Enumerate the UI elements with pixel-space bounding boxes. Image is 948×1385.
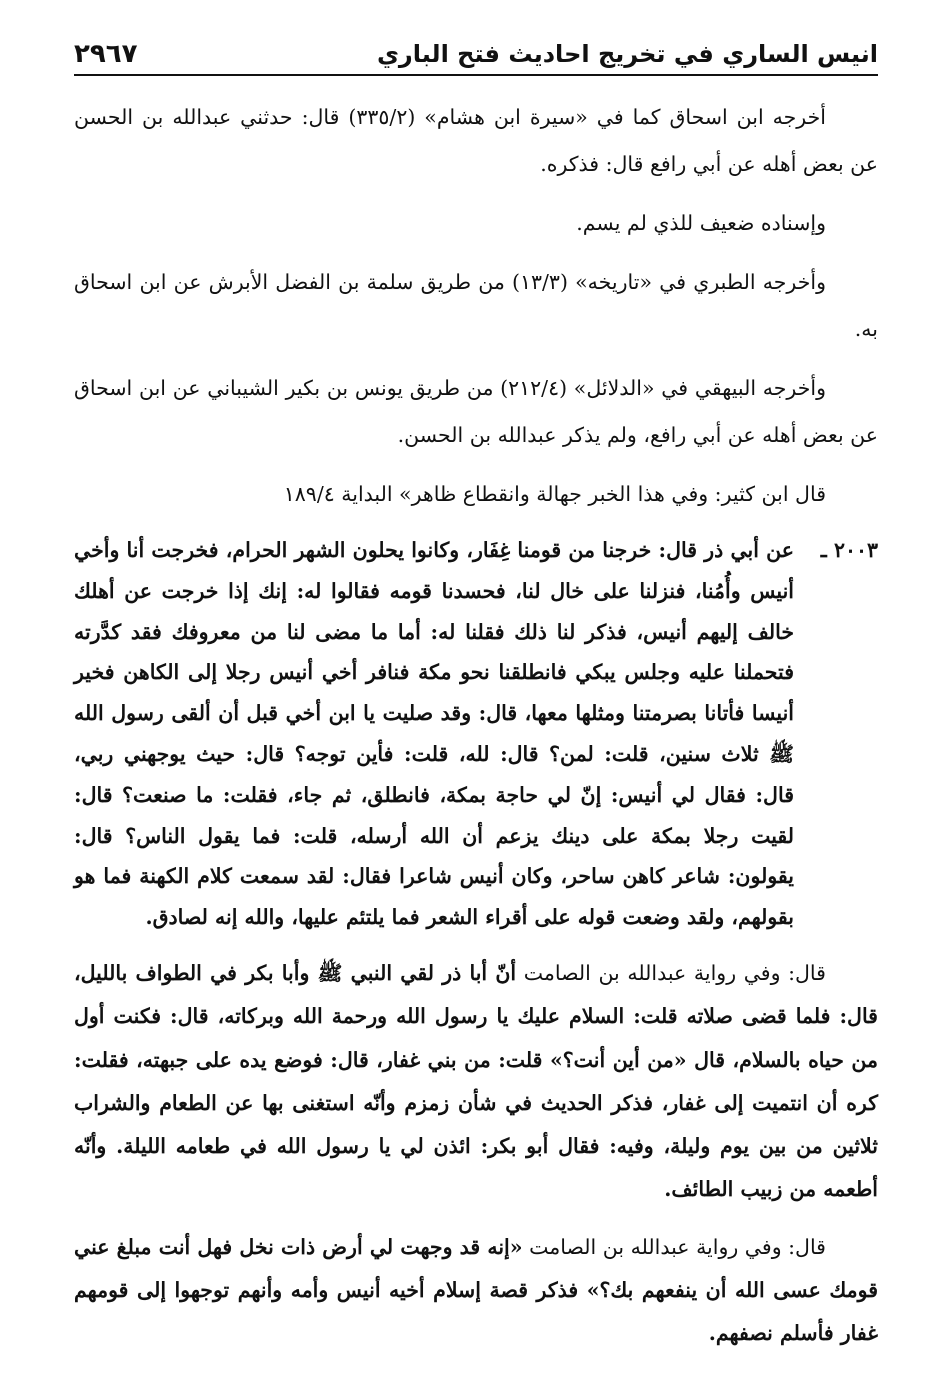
running-header <box>74 28 878 76</box>
book-title: انيس الساري في تخريج احاديث فتح الباري <box>376 40 878 68</box>
paragraph-ibn-kathir <box>74 471 878 518</box>
riwaya-paragraph-2 <box>74 1226 878 1356</box>
hadith-2003 <box>74 530 878 938</box>
paragraph-text: وأخرجه الطبري في «تاريخه» (١٣/٣) من طريق سلمة بن الفضل الأبرش عن ابن اسحاق به. <box>74 270 878 341</box>
riwaya-text: «إنه قد وجهت لي أرض ذات نخل فهل أنت مبلغ عني قومك عسى الله أن ينفعهم بك؟» فذكر قصة إسلام أخيه أنيس وأمه وأنهم توجهوا إلى قومهم غفار فأسلم نصفهم. <box>74 1234 878 1346</box>
paragraph-text: وأخرجه البيهقي في «الدلائل» (٢١٢/٤) من طريق يونس بن بكير الشيباني عن ابن اسحاق عن بعض أهله عن أبي رافع، ولم يذكر عبدالله بن الحسن. <box>74 376 878 447</box>
paragraph-text: أخرجه ابن اسحاق كما في «سيرة ابن هشام» (٣٣٥/٢) قال: حدثني عبدالله بن الحسن عن بعض أهله عن أبي رافع قال: فذكره. <box>74 105 878 176</box>
riwaya-lead: قال: وفي رواية عبدالله بن الصامت <box>523 960 826 985</box>
riwaya-text: أنّ أبا ذر لقي النبي ﷺ وأبا بكر في الطواف بالليل، قال: فلما قضى صلاته قلت: السلام عليك يا رسول الله ورحمة الله وبركاته، قال: فكنت أول من حياه بالسلام، قال «من أين أنت؟» قلت: من بني غفار، قال: فوضع يده على جبهته، فقلت: كره أن انتميت إلى غفار، فذكر الحديث في شأن زمزم وأنّه استغنى بها عن الطعام والشراب ثلاثين من بين يوم وليلة، وفيه: فقال أبو بكر: ائذن لي يا رسول الله في طعامه الليلة. وأنّه أطعمه من زبيب الطائف. <box>74 960 878 1202</box>
hadith-number: ٢٠٠٣ ـ <box>820 538 878 562</box>
paragraph-tabari <box>74 259 878 353</box>
paragraph-isnad <box>74 200 878 247</box>
riwaya-lead: قال: وفي رواية عبدالله بن الصامت <box>529 1234 826 1259</box>
paragraph-bayhaqi <box>74 365 878 459</box>
riwaya-paragraph-1 <box>74 952 878 1212</box>
hadith-text: عن أبي ذر قال: خرجنا من قومنا غِفَار، وكانوا يحلون الشهر الحرام، فخرجت أنا وأخي أنيس وأُمُنا، فنزلنا على خال لنا، فحسدنا قومه فقالوا له: إنك إذا خرجت عن أهلك خالف إليهم أنيس، فذكر لنا ذلك فقلنا له: أما ما مضى لنا من معروفك فقد كدَّرته فتحملنا عليه وجلس يبكي فانطلقنا نحو مكة فنافر أخي أنيس رجلا إلى الكاهن فخير أنيسا فأتانا بصرمتنا ومثلها معها، قال: وقد صليت يا ابن أخي قبل أن ألقى رسول الله ﷺ ثلاث سنين، قلت: لمن؟ قال: لله، قلت: فأين توجه؟ قال: حيث يوجهني ربي، قال: فقال لي أنيس: إنّ لي حاجة بمكة، فانطلق، ثم جاء، فقلت: ما صنعت؟ قال: لقيت رجلا بمكة على دينك يزعم أن الله أرسله، قلت: فما يقول الناس؟ قال: يقولون: شاعر كاهن ساحر، وكان أنيس شاعرا فقال: لقد سمعت كلام الكهنة فما هو بقولهم، ولقد وضعت قوله على أقراء الشعر فما يلتئم عليها، والله إنه لصادق. <box>74 538 794 930</box>
page-number: ٢٩٦٧ <box>74 39 138 69</box>
paragraph-text: قال ابن كثير: وفي هذا الخبر جهالة وانقطاع ظاهر» البداية ١٨٩/٤ <box>283 482 826 506</box>
paragraph-ibn-ishaq <box>74 94 878 188</box>
paragraph-text: وإسناده ضعيف للذي لم يسم. <box>576 211 826 235</box>
